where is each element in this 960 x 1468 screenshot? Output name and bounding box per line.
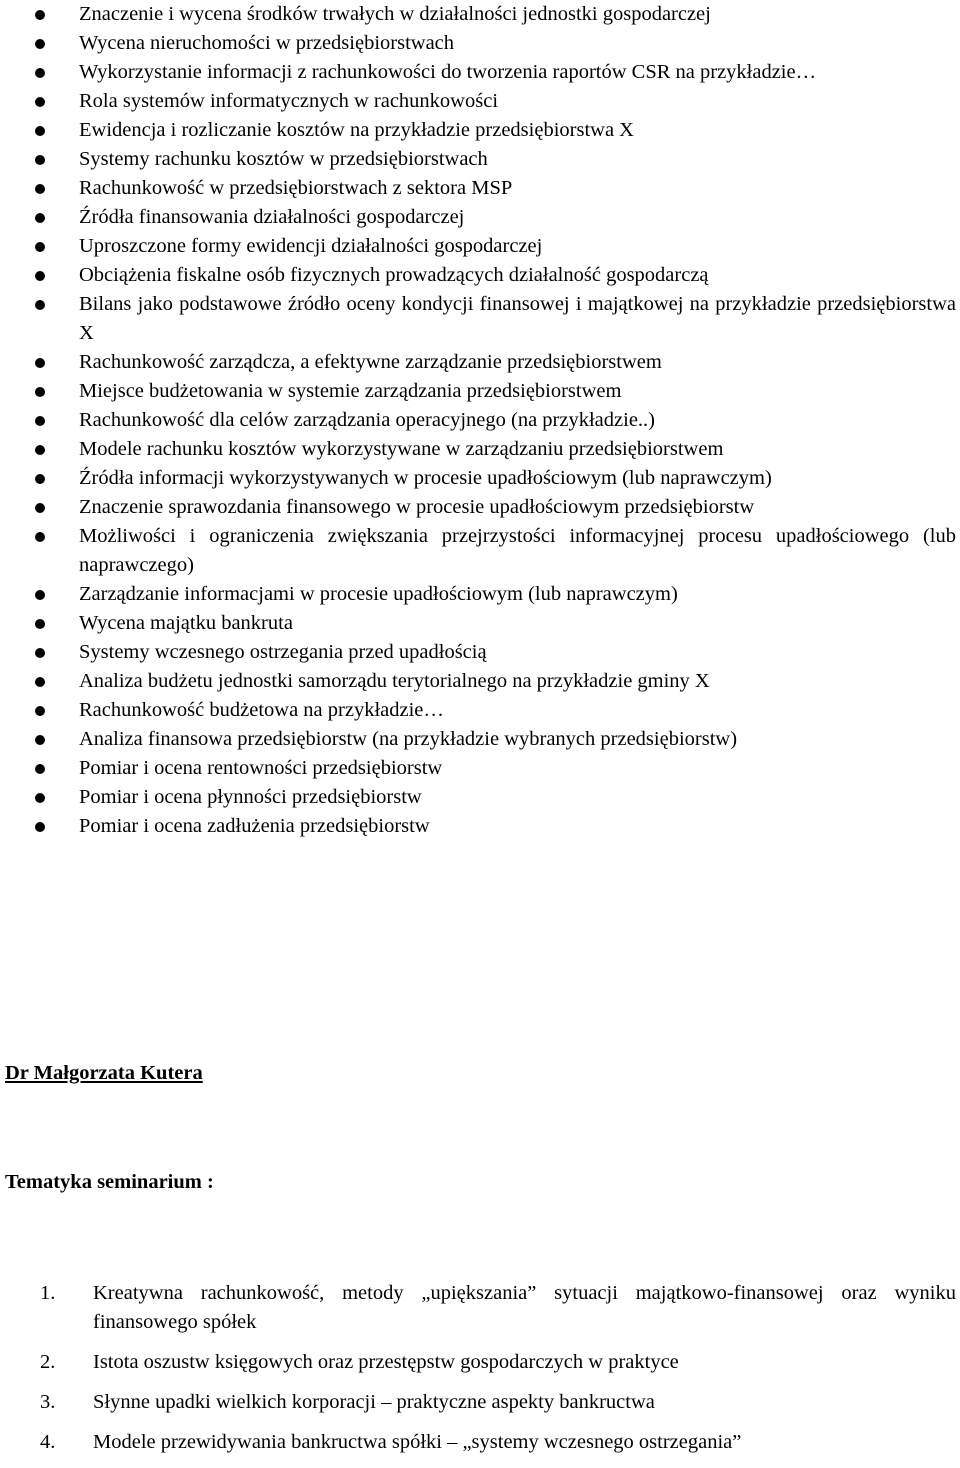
bullet-icon xyxy=(35,474,45,484)
list-item-text: Rachunkowość budżetowa na przykładzie… xyxy=(79,699,444,721)
list-item-text: Możliwości i ograniczenia zwiększania przejrzystości informacyjnej procesu upadłościowego (lub naprawczego) xyxy=(79,525,956,576)
list-item xyxy=(0,638,960,667)
list-item-text: Systemy rachunku kosztów w przedsiębiorstwach xyxy=(79,148,488,170)
numbered-item-text: Modele przewidywania bankructwa spółki – „systemy wczesnego ostrzegania” xyxy=(93,1431,742,1453)
bullet-icon xyxy=(35,271,45,281)
list-item-text: Obciążenia fiskalne osób fizycznych prowadzących działalność gospodarczą xyxy=(79,264,709,286)
bullet-icon xyxy=(35,10,45,20)
list-item-text: Miejsce budżetowania w systemie zarządzania przedsiębiorstwem xyxy=(79,380,622,402)
item-number: 4. xyxy=(40,1431,56,1453)
list-item-text: Uproszczone formy ewidencji działalności gospodarczej xyxy=(79,235,543,257)
list-item xyxy=(0,464,960,493)
list-item-text: Źródła informacji wykorzystywanych w procesie upadłościowym (lub naprawczym) xyxy=(79,467,772,489)
list-item-text: Wycena majątku bankruta xyxy=(79,612,293,634)
author-name: Dr Małgorzata Kutera xyxy=(5,1062,203,1084)
list-item-text: Źródła finansowania działalności gospodarczej xyxy=(79,206,465,228)
list-item xyxy=(0,609,960,638)
list-item xyxy=(0,754,960,783)
list-item xyxy=(0,667,960,696)
list-item xyxy=(0,580,960,609)
list-item-text: Modele rachunku kosztów wykorzystywane w zarządzaniu przedsiębiorstwem xyxy=(79,438,724,460)
numbered-list xyxy=(0,1279,960,1468)
list-item xyxy=(0,812,960,841)
list-item xyxy=(0,783,960,812)
list-item-text: Pomiar i ocena płynności przedsiębiorstw xyxy=(79,786,422,808)
bullet-icon xyxy=(35,358,45,368)
list-item-text: Bilans jako podstawowe źródło oceny kondycji finansowej i majątkowej na przykładzie przedsiębiorstwa X xyxy=(79,293,956,344)
bullet-icon xyxy=(35,97,45,107)
numbered-item xyxy=(0,1428,960,1457)
numbered-item xyxy=(0,1388,960,1417)
list-item xyxy=(0,377,960,406)
item-number: 2. xyxy=(40,1351,56,1373)
list-item xyxy=(0,435,960,464)
bullet-icon xyxy=(35,300,45,310)
list-item-text: Zarządzanie informacjami w procesie upadłościowym (lub naprawczym) xyxy=(79,583,678,605)
list-item-text: Ewidencja i rozliczanie kosztów na przykładzie przedsiębiorstwa X xyxy=(79,119,634,141)
list-item xyxy=(0,522,960,580)
list-item xyxy=(0,493,960,522)
item-number: 1. xyxy=(40,1282,56,1304)
topics-heading: Tematyka seminarium : xyxy=(5,1171,214,1193)
list-item xyxy=(0,290,960,348)
bullet-icon xyxy=(35,735,45,745)
bullet-icon xyxy=(35,213,45,223)
list-item xyxy=(0,145,960,174)
list-item-text: Wycena nieruchomości w przedsiębiorstwach xyxy=(79,32,455,54)
list-item-text: Systemy wczesnego ostrzegania przed upadłością xyxy=(79,641,487,663)
list-item-text: Pomiar i ocena rentowności przedsiębiorstw xyxy=(79,757,443,779)
list-item xyxy=(0,232,960,261)
bullet-icon xyxy=(35,184,45,194)
list-item xyxy=(0,0,960,29)
list-item xyxy=(0,174,960,203)
bullet-icon xyxy=(35,793,45,803)
bullet-icon xyxy=(35,242,45,252)
list-item-text: Rachunkowość w przedsiębiorstwach z sektora MSP xyxy=(79,177,513,199)
bullet-icon xyxy=(35,39,45,49)
numbered-item-text: Kreatywna rachunkowość, metody „upiększania” sytuacji majątkowo-finansowej oraz wyniku finansowego spółek xyxy=(93,1282,956,1333)
list-item-text: Analiza finansowa przedsiębiorstw (na przykładzie wybranych przedsiębiorstw) xyxy=(79,728,738,750)
list-item-text: Pomiar i ocena zadłużenia przedsiębiorstw xyxy=(79,815,430,837)
list-item xyxy=(0,87,960,116)
bullet-icon xyxy=(35,648,45,658)
list-item xyxy=(0,406,960,435)
numbered-item xyxy=(0,1348,960,1377)
bullet-icon xyxy=(35,68,45,78)
list-item xyxy=(0,203,960,232)
bullet-icon xyxy=(35,706,45,716)
list-item-text: Rachunkowość dla celów zarządzania operacyjnego (na przykładzie..) xyxy=(79,409,655,431)
bullet-icon xyxy=(35,764,45,774)
bullet-icon xyxy=(35,387,45,397)
list-item xyxy=(0,725,960,754)
item-number: 3. xyxy=(40,1391,56,1413)
list-item-text: Znaczenie sprawozdania finansowego w procesie upadłościowym przedsiębiorstw xyxy=(79,496,755,518)
list-item-text: Rachunkowość zarządcza, a efektywne zarządzanie przedsiębiorstwem xyxy=(79,351,662,373)
numbered-item-text: Słynne upadki wielkich korporacji – praktyczne aspekty bankructwa xyxy=(93,1391,655,1413)
list-item xyxy=(0,348,960,377)
bullet-icon xyxy=(35,445,45,455)
bullet-icon xyxy=(35,590,45,600)
bullet-icon xyxy=(35,503,45,513)
bullet-icon xyxy=(35,677,45,687)
bullet-icon xyxy=(35,416,45,426)
numbered-item xyxy=(0,1279,960,1337)
bullet-icon xyxy=(35,532,45,542)
bullet-icon xyxy=(35,155,45,165)
list-item-text: Znaczenie i wycena środków trwałych w działalności jednostki gospodarczej xyxy=(79,3,711,25)
list-item xyxy=(0,29,960,58)
numbered-item-text: Istota oszustw księgowych oraz przestępstw gospodarczych w praktyce xyxy=(93,1351,679,1373)
list-item xyxy=(0,116,960,145)
bullet-icon xyxy=(35,126,45,136)
list-item-text: Analiza budżetu jednostki samorządu terytorialnego na przykładzie gminy X xyxy=(79,670,710,692)
list-item-text: Wykorzystanie informacji z rachunkowości do tworzenia raportów CSR na przykładzie… xyxy=(79,61,817,83)
bullet-icon xyxy=(35,619,45,629)
list-item-text: Rola systemów informatycznych w rachunkowości xyxy=(79,90,499,112)
list-item xyxy=(0,696,960,725)
bullet-icon xyxy=(35,822,45,832)
list-item xyxy=(0,261,960,290)
list-item xyxy=(0,58,960,87)
